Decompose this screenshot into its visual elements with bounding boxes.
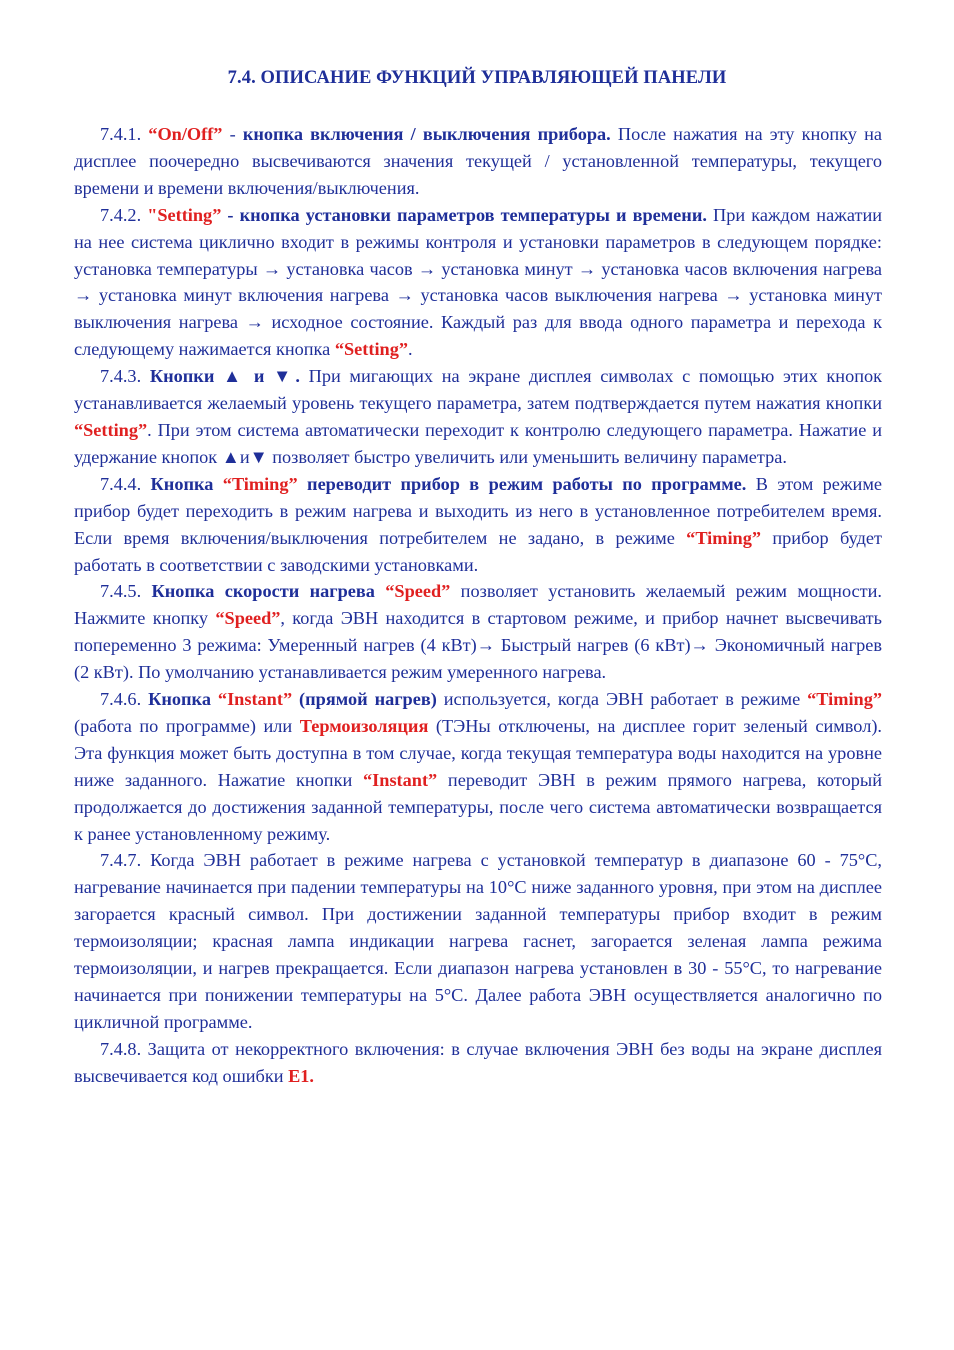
bold-phrase: Кнопка [148, 689, 218, 710]
highlight-term: Е1. [288, 1065, 314, 1086]
text-run: 7.4.3. [100, 366, 150, 387]
text-run: 7.4.6. [100, 689, 149, 710]
highlight-term: “Setting” [334, 339, 408, 360]
highlight-term: “Timing” [807, 689, 882, 710]
bold-phrase: (прямой нагрев) [292, 689, 437, 710]
highlight-term: "Setting” [147, 204, 222, 225]
text-run: , когда ЭВН находится в стартовом режиме, и прибор начнет высвечивать попеременно 3 режима: Умеренный нагрев (4 кВт)→ Быстрый нагрев (6 кВт)→ Экономичный нагрев (2 кВт). По умолчанию устанавливается режим умеренного нагрева. [74, 608, 882, 683]
text-run: В этом режиме прибор будет переходить в режим нагрева и выходить из него в установленное потребителем время. Если время включения/выключения потребителем не задано, в режиме [74, 473, 883, 548]
section-title: 7.4. ОПИСАНИЕ ФУНКЦИЙ УПРАВЛЯЮЩЕЙ ПАНЕЛИ [227, 68, 727, 88]
highlight-term: Термоизоляция [299, 715, 429, 736]
text-run: . [407, 339, 413, 360]
paragraph-1 [74, 121, 882, 202]
paragraph-6 [74, 686, 882, 847]
section-body [74, 121, 882, 1090]
bold-phrase: переводит прибор в режим работы по программе. [297, 473, 747, 494]
text-run: . При этом система автоматически переходит к контролю следующего параметра. Нажатие и удержание кнопок ▲и▼ позволяет быстро увеличить или уменьшить величину параметра. [74, 419, 882, 467]
bold-phrase: Кнопка [150, 473, 223, 494]
bold-phrase: Кнопка скорости нагрева [151, 581, 386, 602]
text-run: 7.4.4. [100, 473, 151, 494]
text-run: прибор будет работать в соответствии с заводскими установками. [74, 527, 882, 575]
highlight-term: “Speed” [215, 608, 281, 629]
paragraph-8 [74, 1036, 882, 1090]
text-run: При каждом нажатии на нее система циклично входит в режимы контроля и установки параметров в следующем порядке: установка температуры → установка часов → установка минут → установка часов включения нагрева → установка минут включения нагрева → установка часов выключения нагрева → установка минут выключения нагрева → исходное состояние. Каждый раз для ввода одного параметра и перехода к следующему нажимается кнопка [74, 204, 883, 360]
text-run: используется, когда ЭВН работает в режиме [436, 689, 808, 710]
highlight-term: “On/Off” [148, 124, 223, 144]
text-run: 7.4.5. [100, 581, 152, 602]
paragraph-3 [74, 363, 882, 471]
text-run: - [222, 124, 243, 144]
paragraph-5 [74, 578, 882, 686]
bold-phrase: - кнопка установки параметров температуры и времени. [221, 204, 707, 225]
text-run: (ТЭНы отключены, на дисплее горит зеленый символ). Эта функция может быть доступна в том случае, когда текущая температура воды находится на уровне ниже заданного. Нажатие кнопки [74, 715, 882, 790]
text-run: позволяет установить желаемый режим мощности. Нажмите кнопку [74, 581, 882, 629]
highlight-term: “Speed” [385, 581, 451, 602]
highlight-term: “Instant” [363, 769, 438, 790]
text-run: 7.4.8. Защита от некорректного включения: в случае включения ЭВН без воды на экране дисплея высвечивается код ошибки [74, 1038, 882, 1086]
bold-phrase: кнопка включения / выключения прибора. [242, 124, 611, 144]
text-run: После нажатия на эту кнопку на дисплее поочередно высвечиваются значения текущей / установленной температуры, текущего времени и времени включения/выключения. [74, 124, 882, 198]
highlight-term: “Setting” [74, 419, 148, 440]
paragraph-7 [74, 847, 882, 1035]
text-run: 7.4.7. Когда ЭВН работает в режиме нагрева с установкой температур в диапазоне 60 - 75°С, нагревание начинается при падении температуры на 10°С ниже заданного уровня, при этом на дисплее загорается красный символ. При достижении заданной температуры прибор входит в режим термоизоляции; красная лампа индикации нагрева гаснет, загорается зеленая лампа режима термоизоляции, и нагрев прекращается. Если диапазон нагрева установлен в 30 - 55°С, то нагревание начинается при понижении температуры на 5°С. Далее работа ЭВН осуществляется аналогично по цикличной программе. [74, 850, 882, 1032]
text-run: При мигающих на экране дисплея символах с помощью этих кнопок устанавливается желаемый уровень текущего параметра, затем подтверждается путем нажатия кнопки [74, 366, 883, 414]
paragraph-2 [74, 202, 882, 363]
highlight-term: “Timing” [222, 473, 298, 494]
highlight-term: “Timing” [686, 527, 762, 548]
highlight-term: “Instant” [217, 689, 293, 710]
text-run: 7.4.1. [100, 124, 149, 144]
text-run: (работа по программе) или [74, 715, 300, 736]
paragraph-4 [74, 471, 882, 579]
text-run: переводит ЭВН в режим прямого нагрева, который продолжается до достижения заданной температуры, после чего система автоматически возвращается к ранее установленному режиму. [74, 769, 883, 844]
bold-phrase: Кнопки ▲ и ▼. [149, 366, 300, 387]
text-run: 7.4.2. [100, 204, 148, 225]
